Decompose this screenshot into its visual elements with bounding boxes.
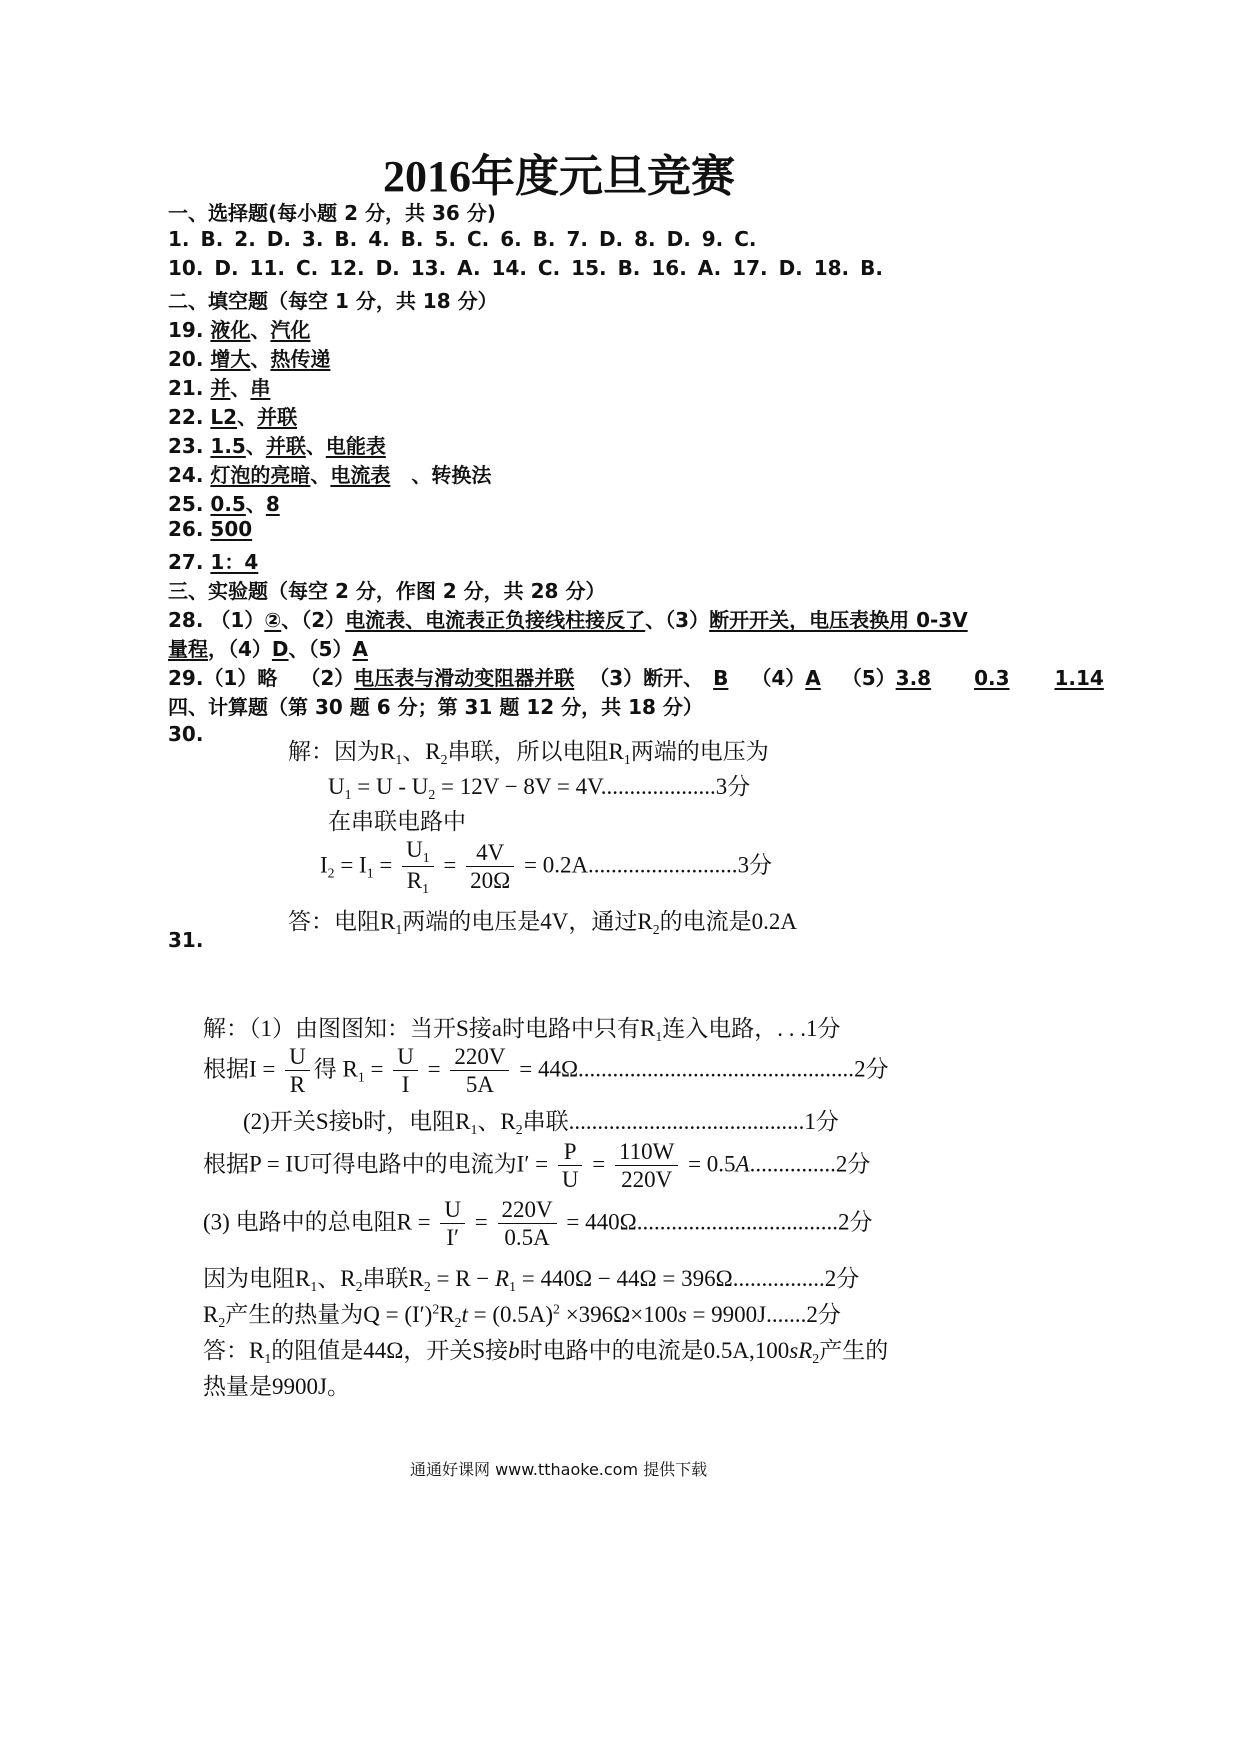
- q31-line2: 根据I = $\frac{U}{R}$ 得 $R_1$ = $\frac{U}{I}$ = $\frac{220V}{5A}$ = 44Ω................................................2分: [203, 1044, 889, 1098]
- page-title: 2016年度元旦竞赛: [383, 152, 735, 201]
- item-number: 22.: [168, 405, 204, 429]
- fill-item-26: [168, 517, 252, 541]
- question-28: 28. （1）②、（2）电流表、电流表正负接线柱接反了、（3）断开开关，电压表换用 0-3V: [168, 608, 968, 632]
- q30-eq2: $I_2 = I_1$ = $\frac{U_1}{R_1}$ = $\frac{4V}{20\Omega}$ = 0.2A..........................3分: [320, 837, 773, 897]
- fill-item-24: 24. 灯泡的亮暗、电流表 、转换法: [168, 463, 492, 487]
- q30-intro: 解：因为$R_1$、$R_2$串联，所以电阻$R_1$两端的电压为: [288, 739, 769, 767]
- fill-item-25: 25. 0.5、8: [168, 492, 280, 516]
- q31-answer2: 热量是9900J。: [203, 1374, 350, 1399]
- answer: 并联: [265, 434, 306, 458]
- q31-line5: (3) 电路中的总电阻R = $\frac{U}{I'}$ = $\frac{220V}{0.5A}$ = 440Ω...................................2分: [203, 1197, 873, 1251]
- q31-answer1: 答：$R_1$的阻值是44Ω，开关S接b时电路中的电流是$0.5A,100sR_2$产生的: [203, 1338, 889, 1366]
- item-number: 27.: [168, 550, 204, 574]
- item-number: 21.: [168, 376, 204, 400]
- fill-item-19: 19. 液化、汽化: [168, 318, 311, 342]
- section1-heading: 一、选择题(每小题 2 分，共 36 分): [168, 201, 496, 225]
- answer: L2: [210, 405, 238, 429]
- fill-item-22: 22. L2、并联: [168, 405, 298, 429]
- answer: 1.5: [210, 434, 246, 458]
- q30-number: 30.: [168, 722, 204, 746]
- q30-answer: 答：电阻$R_1$两端的电压是4V，通过$R_2$的电流是0.2A: [288, 909, 797, 937]
- answer: 汽化: [270, 318, 311, 342]
- section3-heading: 三、实验题（每空 2 分，作图 2 分，共 28 分）: [168, 579, 606, 603]
- section4-heading: 四、计算题（第 30 题 6 分；第 31 题 12 分，共 18 分）: [168, 695, 703, 719]
- answer: 并联: [257, 405, 298, 429]
- q31-line7: $R_2$产生的热量为$Q = (I')^2R_2t = (0.5A)^2 \times 396\Omega\times 100s = 9900J.......2$分: [203, 1301, 841, 1330]
- item-number: 25.: [168, 492, 204, 516]
- q30-eq1: $U_1 = U - U_2 = 12V - 8V = 4V....................3$分: [328, 774, 751, 802]
- answer: 500: [210, 517, 253, 541]
- item-number: 19.: [168, 318, 204, 342]
- item-number: 24.: [168, 463, 204, 487]
- question-29: 29.（1）略 （2）电压表与滑动变阻器并联 （3）断开、 B （4）A （5）3.8 0.3 1.14: [168, 666, 1104, 690]
- q31-line1: 解：（1）由图图知：当开S接a时电路中只有$R_1$连入电路，. . .1分: [203, 1016, 841, 1044]
- q30-in-series: 在串联电路中: [328, 809, 466, 834]
- mc-answers-line2: 10. D. 11. C. 12. D. 13. A. 14. C. 15. B. 16. A. 17. D. 18. B.: [168, 256, 883, 280]
- answer: 串: [250, 376, 271, 400]
- answer: 1：4: [210, 550, 259, 574]
- answer: 并: [210, 376, 231, 400]
- answer: 8: [265, 492, 280, 516]
- answer: 灯泡的亮暗: [210, 463, 311, 487]
- answer: 液化: [210, 318, 251, 342]
- q31-line3: (2)开关S接b时，电阻$R_1$、$R_2$串联.........................................1分: [243, 1109, 839, 1137]
- question-28-cont: 量程，（4）D、（5）A: [168, 637, 368, 661]
- answer: 转换法: [431, 463, 492, 487]
- answer: 热传递: [270, 347, 331, 371]
- answer: 增大: [210, 347, 251, 371]
- answer: 电能表: [325, 434, 386, 458]
- fill-item-21: 21. 并、串: [168, 376, 271, 400]
- q31-line6: 因为电阻$R_1$、$R_2$串联$R_2 = R - R_1 = 440\Omega - 44\Omega = 396\Omega................2$分: [203, 1266, 860, 1294]
- section2-heading: 二、填空题（每空 1 分，共 18 分）: [168, 289, 498, 313]
- fill-item-27: [168, 546, 258, 575]
- q31-number: 31.: [168, 928, 204, 952]
- fill-item-23: 23. 1.5、并联、电能表: [168, 434, 386, 458]
- answer: 0.5: [210, 492, 246, 516]
- q31-line4: 根据P = IU可得电路中的电流为I′ = $\frac{P}{U}$ = $\frac{110W}{220V}$ = 0.5A...............2分: [203, 1139, 871, 1193]
- item-number: 20.: [168, 347, 204, 371]
- mc-answers-line1: 1. B. 2. D. 3. B. 4. B. 5. C. 6. B. 7. D. 8. D. 9. C.: [168, 227, 757, 251]
- item-number: 23.: [168, 434, 204, 458]
- fill-item-20: 20. 增大、热传递: [168, 347, 331, 371]
- footer-credit: 通通好课网 www.tthaoke.com 提供下载: [410, 1460, 708, 1479]
- item-number: 26.: [168, 517, 204, 541]
- answer: 电流表: [330, 463, 391, 487]
